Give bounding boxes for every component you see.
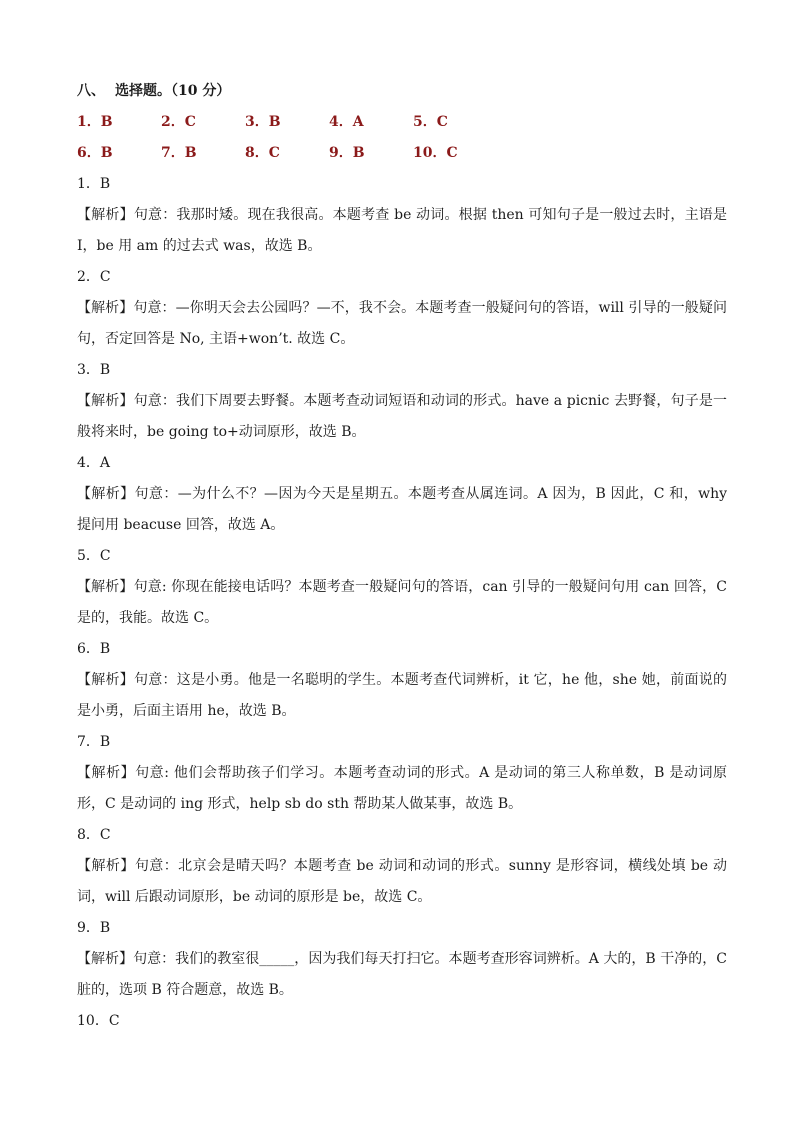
- item-number: 3．B: [77, 362, 111, 378]
- answer-key-row: [77, 142, 727, 173]
- answer-key: 8．C: [245, 145, 280, 161]
- item-explanation: 【解析】句意：我们下周要去野餐。本题考查动词短语和动词的形式。have a picnic 去野餐，句子是一般将来时，be going to+动词原形，故选 B。: [77, 393, 727, 440]
- section-heading: [77, 80, 727, 111]
- item-3: [77, 359, 727, 448]
- item-7: [77, 731, 727, 820]
- item-10: [77, 1010, 727, 1041]
- item-5: [77, 545, 727, 634]
- item-number: 5．C: [77, 548, 111, 564]
- section-number: 八、: [77, 83, 105, 99]
- item-number: 4．A: [77, 455, 111, 471]
- answer-key: 2．C: [161, 114, 196, 130]
- item-4: [77, 452, 727, 541]
- item-number: 6．B: [77, 641, 111, 657]
- answer-key: 5．C: [413, 114, 448, 130]
- answer-key: 9．B: [329, 145, 365, 161]
- item-explanation: 【解析】句意：我们的教室很_____，因为我们每天打扫它。本题考查形容词辨析。A 大的，B 干净的，C 脏的，选项 B 符合题意，故选 B。: [77, 951, 727, 998]
- item-number: 2．C: [77, 269, 111, 285]
- item-number: 1．B: [77, 176, 111, 192]
- item-8: [77, 824, 727, 913]
- item-1: [77, 173, 727, 262]
- answer-key: 6．B: [77, 145, 113, 161]
- item-explanation: 【解析】句意：—为什么不？—因为今天是星期五。本题考查从属连词。A 因为，B 因此，C 和，why 提问用 beacuse 回答，故选 A。: [77, 486, 727, 533]
- section-title: 选择题。（10 分）: [115, 83, 231, 99]
- answer-key: 1．B: [77, 114, 113, 130]
- item-explanation: 【解析】句意：我那时矮。现在我很高。本题考查 be 动词。根据 then 可知句子是一般过去时，主语是 I，be 用 am 的过去式 was，故选 B。: [77, 207, 727, 254]
- answer-key: 7．B: [161, 145, 197, 161]
- item-explanation: 【解析】句意：—你明天会去公园吗？—不，我不会。本题考查一般疑问句的答语，will 引导的一般疑问句，否定回答是 No, 主语+won’t. 故选 C。: [77, 300, 727, 347]
- item-9: [77, 917, 727, 1006]
- item-explanation: 【解析】句意：北京会是晴天吗？本题考查 be 动词和动词的形式。sunny 是形容词，横线处填 be 动词，will 后跟动词原形，be 动词的原形是 be，故选 C。: [77, 858, 727, 905]
- item-explanation: 【解析】句意：这是小勇。他是一名聪明的学生。本题考查代词辨析，it 它，he 他，she 她，前面说的是小勇，后面主语用 he，故选 B。: [77, 672, 727, 719]
- item-number: 8．C: [77, 827, 111, 843]
- item-6: [77, 638, 727, 727]
- item-2: [77, 266, 727, 355]
- answer-key: 10．C: [413, 145, 458, 161]
- item-explanation: 【解析】句意: 他们会帮助孩子们学习。本题考查动词的形式。A 是动词的第三人称单数，B 是动词原形，C 是动词的 ing 形式，help sb do sth 帮助某人做某事，故选 B。: [77, 765, 727, 812]
- answer-key: 3．B: [245, 114, 281, 130]
- answer-key-row: [77, 111, 727, 142]
- answer-document: [77, 80, 727, 1041]
- answer-key: 4．A: [329, 114, 364, 130]
- item-number: 10．C: [77, 1013, 120, 1029]
- item-number: 9．B: [77, 920, 111, 936]
- item-explanation: 【解析】句意: 你现在能接电话吗？本题考查一般疑问句的答语，can 引导的一般疑问句用 can 回答，C 是的，我能。故选 C。: [77, 579, 727, 626]
- item-number: 7．B: [77, 734, 111, 750]
